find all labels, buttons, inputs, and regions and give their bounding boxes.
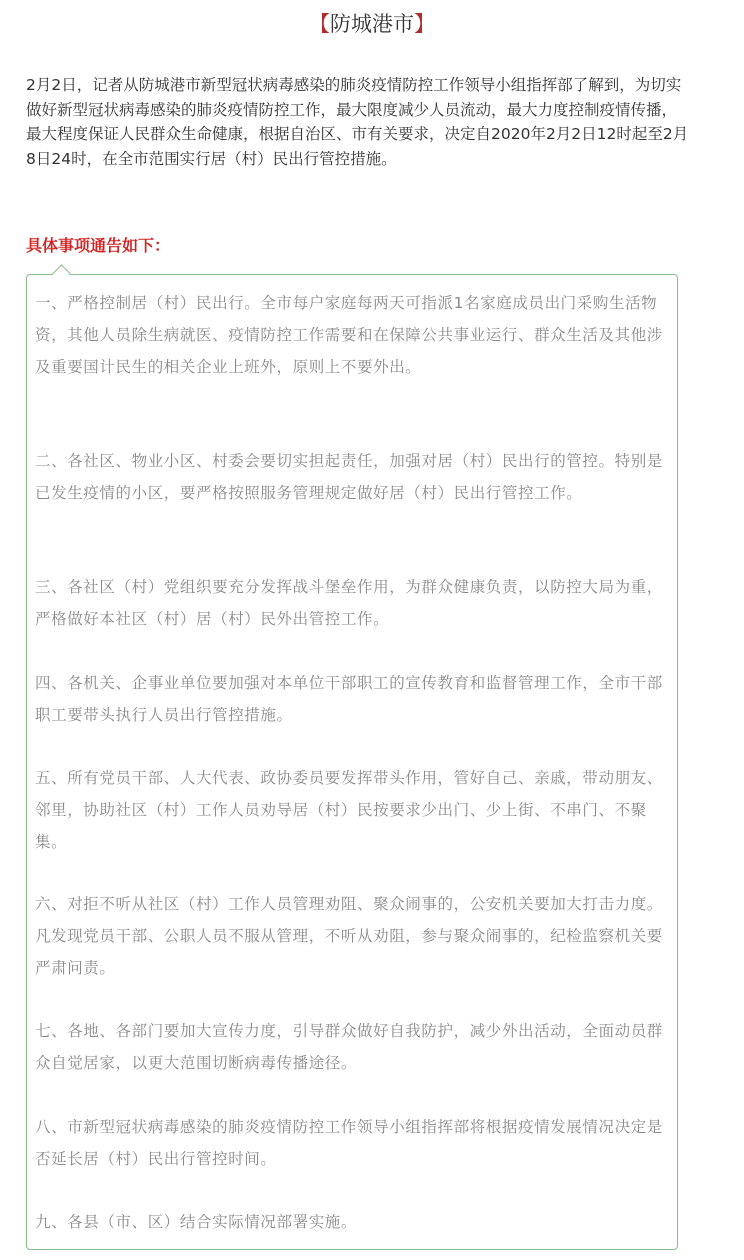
notice-heading: 具体事项通告如下：	[26, 236, 171, 255]
notice-item-3: 三、各社区（村）党组织要充分发挥战斗堡垒作用，为群众健康负责，以防控大局为重，严格做好本社区（村）居（村）民外出管控工作。	[35, 578, 663, 628]
notice-item-5: 五、所有党员干部、人大代表、政协委员要发挥带头作用，管好自己、亲戚，带动朋友、邻里，协助社区（村）工作人员劝导居（村）民按要求少出门、少上街、不串门、不聚集。	[35, 769, 663, 851]
notice-item-2: 二、各社区、物业小区、村委会要切实担起责任，加强对居（村）民出行的管控。特别是已发生疫情的小区，要严格按照服务管理规定做好居（村）民出行管控工作。	[35, 452, 663, 502]
notice-item-7: 七、各地、各部门要加大宣传力度，引导群众做好自我防护，减少外出活动，全面动员群众自觉居家，以更大范围切断病毒传播途径。	[35, 1022, 663, 1072]
title-bracket-left: 【	[309, 12, 330, 36]
box-pointer-arrow	[52, 264, 70, 282]
notice-items-box	[26, 274, 678, 1250]
intro-paragraph: 2月2日，记者从防城港市新型冠状病毒感染的肺炎疫情防控工作领导小组指挥部了解到，为切实做好新型冠状病毒感染的肺炎疫情防控工作，最大限度减少人员流动，最大力度控制疫情传播，最大程度保证人民群众生命健康，根据自治区、市有关要求，决定自2020年2月2日12时起至2月8日24时，在全市范围实行居（村）民出行管控措施。	[26, 76, 689, 168]
notice-item-9: 九、各县（市、区）结合实际情况部署实施。	[35, 1213, 358, 1231]
notice-item-1: 一、严格控制居（村）民出行。全市每户家庭每两天可指派1名家庭成员出门采购生活物资，其他人员除生病就医、疫情防控工作需要和在保障公共事业运行、群众生活及其他涉及重要国计民生的相关企业上班外，原则上不要外出。	[35, 294, 663, 376]
notice-item-8: 八、市新型冠状病毒感染的肺炎疫情防控工作领导小组指挥部将根据疫情发展情况决定是否延长居（村）民出行管控时间。	[35, 1118, 663, 1168]
page-title	[0, 8, 744, 40]
notice-item-4: 四、各机关、企事业单位要加强对本单位干部职工的宣传教育和监督管理工作，全市干部职工要带头执行人员出行管控措施。	[35, 674, 663, 724]
title-text: 防城港市	[330, 12, 414, 36]
title-bracket-right: 】	[414, 12, 435, 36]
notice-item-6: 六、对拒不听从社区（村）工作人员管理劝阻、聚众闹事的，公安机关要加大打击力度。凡发现党员干部、公职人员不服从管理，不听从劝阻，参与聚众闹事的，纪检监察机关要严肃问责。	[35, 895, 663, 977]
